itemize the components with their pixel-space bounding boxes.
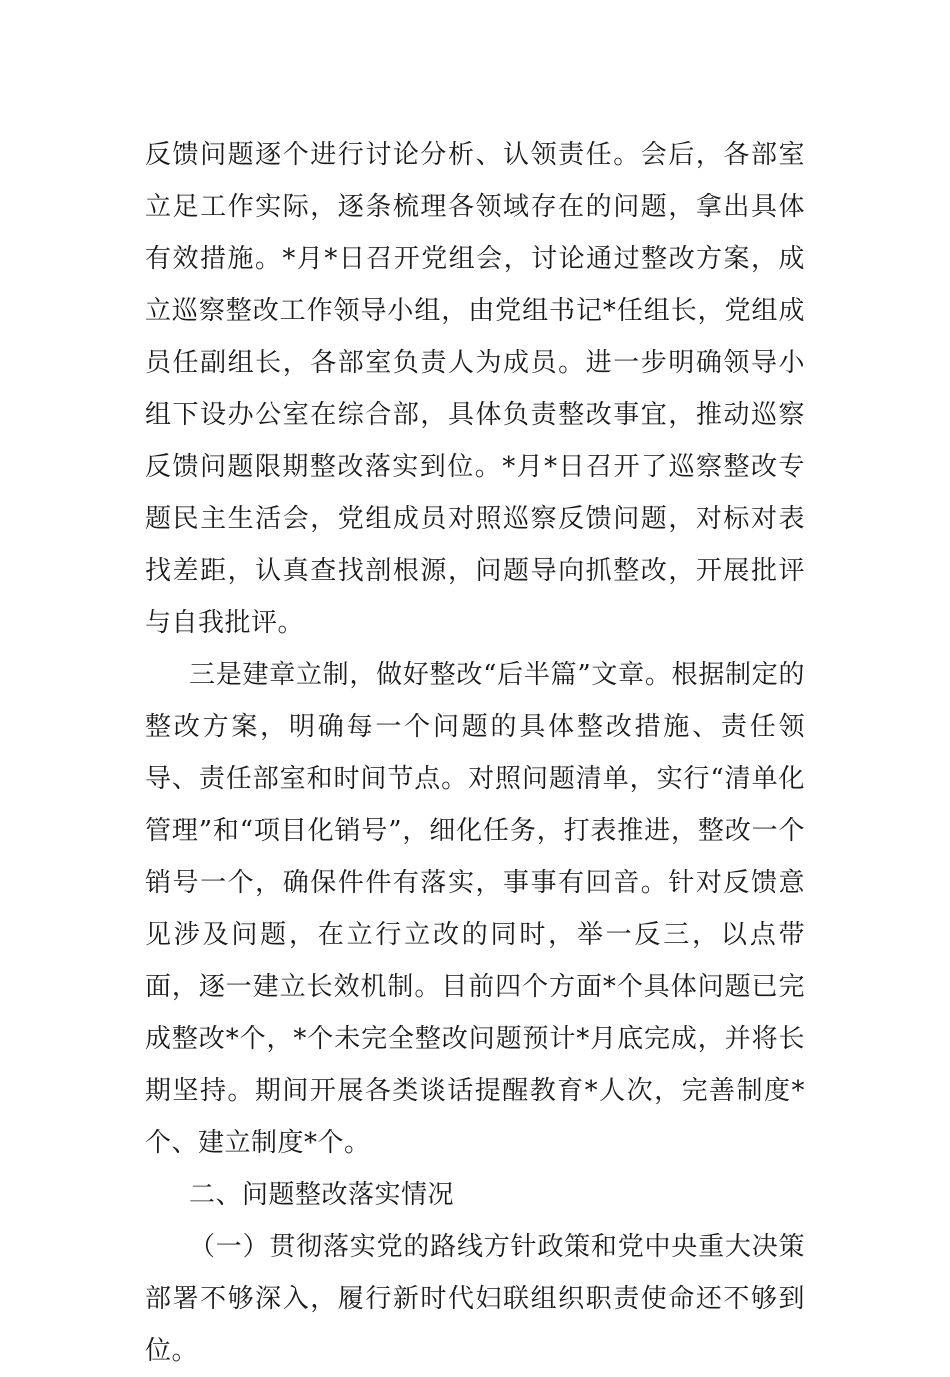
subsection-heading: （一）贯彻落实党的路线方针政策和党中央重大决策部署不够深入，履行新时代妇联组织职责使命还不够到位。 — [145, 1232, 805, 1366]
paragraph-continuation: 反馈问题逐个进行讨论分析、认领责任。会后，各部室立足工作实际，逐条梳理各领域存在的问题，拿出具体有效措施。*月*日召开党组会，讨论通过整改方案，成立巡察整改工作领导小组，由党组书记*任组长，党组成员任副组长，各部室负责人为成员。进一步明确领导小组下设办公室在综合部，具体负责整改事宜，推动巡察反馈问题限期整改落实到位。*月*日召开了巡察整改专题民主生活会，党组成员对照巡察反馈问题，对标对表找差距，认真查找剖根源，问题导向抓整改，开展批评与自我批评。 — [145, 140, 805, 638]
document-body — [145, 129, 805, 1377]
paragraph-rules-building: 三是建章立制，做好整改“后半篇”文章。根据制定的整改方案，明确每一个问题的具体整改措施、责任领导、责任部室和时间节点。对照问题清单，实行“清单化管理”和“项目化销号”，细化任务，打表推进，整改一个销号一个，确保件件有落实，事事有回音。针对反馈意见涉及问题，在立行立改的同时，举一反三，以点带面，逐一建立长效机制。目前四个方面*个具体问题已完成整改*个，*个未完全整改问题预计*月底完成，并将长期坚持。期间开展各类谈话提醒教育*人次，完善制度*个、建立制度*个。 — [145, 660, 805, 1158]
section-heading: 二、问题整改落实情况 — [189, 1180, 455, 1210]
